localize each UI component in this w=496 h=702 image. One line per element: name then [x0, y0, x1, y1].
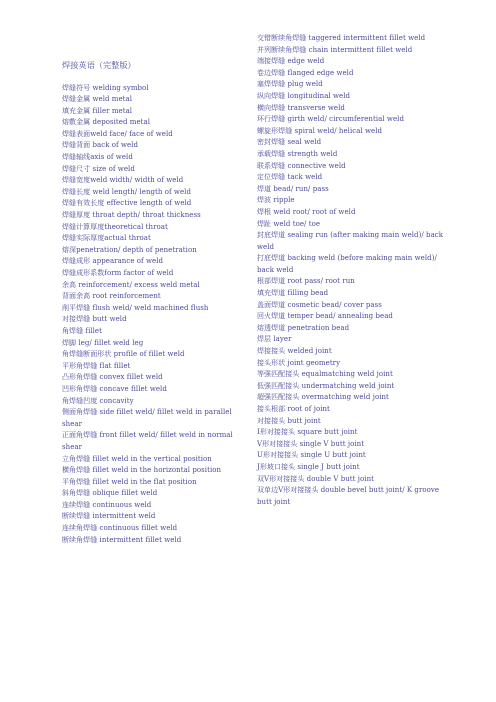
glossary-entry: 焊缝成形 appearance of weld	[62, 257, 164, 266]
glossary-entry: 焊根 weld root/ root of weld	[257, 207, 356, 216]
right-column	[257, 33, 453, 508]
glossary-entry: 焊缝成形系数form factor of weld	[62, 269, 174, 277]
glossary-entry: 焊缝长度 weld length/ length of weld	[62, 187, 191, 196]
glossary-entry: 根部焊道 root pass/ root run	[257, 277, 355, 286]
glossary-entry: 盖面焊道 cosmetic bead/ cover pass	[257, 300, 382, 309]
glossary-entry: 斜角焊缝 oblique fillet weld	[62, 489, 158, 498]
glossary-entry: 接头根部 root of joint	[257, 405, 330, 413]
glossary-entry: 焊缝厚度 throat depth/ throat thickness	[62, 211, 201, 220]
left-column	[62, 60, 252, 546]
glossary-entry: 双V形对接接头 double V butt joint	[257, 474, 374, 483]
glossary-entry: 余高 reinforcement/ excess weld metal	[62, 280, 200, 289]
glossary-entry: 定位焊缝 tack weld	[257, 173, 323, 182]
glossary-entry: 角焊缝 fillet	[62, 326, 102, 335]
glossary-entry: 焊趾 weld toe/ toe	[257, 219, 321, 228]
glossary-entry: 接头形状 joint geometry	[257, 358, 341, 367]
glossary-entry: 角焊缝断面形状 profile of fillet weld	[62, 350, 185, 359]
glossary-entry: 打底焊道 backing weld (before making main weld)/ back weld	[257, 254, 437, 274]
glossary-entry: 断续角焊缝 intermittent fillet weld	[62, 535, 182, 544]
glossary-entry: 熔深penetration/ depth of penetration	[62, 245, 197, 254]
glossary-entry: 焊缝符号 welding symbol	[62, 83, 149, 92]
glossary-entry: 焊缝尺寸 size of weld	[62, 164, 135, 173]
glossary-entry: 焊道 bead/ run/ pass	[257, 184, 329, 193]
glossary-entry: 焊缝金属 weld metal	[62, 95, 133, 104]
glossary-entry: 塞焊焊缝 plug weld	[257, 80, 323, 89]
glossary-entry: 横向焊缝 transverse weld	[257, 103, 345, 112]
glossary-entry: V形对接接头 single V butt joint	[257, 439, 365, 448]
glossary-entry: 连续角焊缝 continuous fillet weld	[62, 524, 178, 533]
glossary-entry: 焊缝表面weld face/ face of weld	[62, 129, 173, 138]
glossary-entry: 角焊缝凹度 concavity	[62, 396, 134, 405]
glossary-entry: 熔透焊道 penetration bead	[257, 323, 350, 332]
glossary-entry: 密封焊缝 seal weld	[257, 138, 322, 147]
glossary-entry: 削平焊缝 flush weld/ weld machined flush	[62, 303, 209, 312]
glossary-entry: 超强匹配接头 overmatching weld joint	[257, 393, 389, 402]
glossary-entry: I形对接接头 square butt joint	[257, 428, 358, 437]
glossary-entry: 回火焊道 temper bead/ annealing bead	[257, 312, 393, 321]
glossary-entry: 平角焊缝 fillet weld in the flat position	[62, 477, 197, 486]
glossary-entry: 对接接头 butt joint	[257, 416, 321, 425]
glossary-entry: 凹形角焊缝 concave fillet weld	[62, 384, 167, 393]
glossary-entry: 环行焊缝 girth weld/ circumferential weld	[257, 115, 404, 124]
glossary-entry: 断续焊缝 intermittent weld	[62, 512, 156, 521]
glossary-entry: J形坡口接头 single J butt joint	[257, 462, 360, 471]
glossary-entry: 填充金属 filler metal	[62, 106, 133, 115]
glossary-entry: 横角焊缝 fillet weld in the horizontal position	[62, 466, 222, 475]
glossary-entry: 承载焊缝 strength weld	[257, 149, 338, 158]
glossary-entry: 封底焊道 sealing run (after making main weld)/ back weld	[257, 231, 444, 251]
glossary-entry: 焊脚 leg/ fillet weld leg	[62, 338, 144, 347]
glossary-entry: 填充焊道 filling bead	[257, 289, 329, 298]
glossary-entry: 对接焊缝 butt weld	[62, 315, 127, 324]
glossary-entry: 凸形角焊缝 convex fillet weld	[62, 373, 163, 382]
glossary-entry: 立角焊缝 fillet weld in the vertical position	[62, 454, 212, 463]
glossary-entry: 侧面角焊缝 side fillet weld/ fillet weld in parallel shear	[62, 408, 232, 428]
glossary-entry: 焊缝轴线axis of weld	[62, 153, 133, 162]
glossary-entry: 卷边焊缝 flanged edge weld	[257, 68, 354, 77]
glossary-entry: 焊接接头 welded joint	[257, 347, 332, 356]
glossary-entry: 等强匹配接头 equalmatching weld joint	[257, 370, 393, 379]
document-title: 焊接英语（完整版）	[62, 60, 136, 70]
glossary-entry: 焊缝实际厚度actual throat	[62, 234, 151, 243]
glossary-entry: 连续焊缝 continuous weld	[62, 500, 152, 509]
glossary-entry: 联系焊缝 connective weld	[257, 161, 346, 170]
glossary-entry: 交错断续角焊缝 taggered intermittent fillet weld	[257, 34, 426, 42]
glossary-entry: 并列断续角焊缝 chain intermittent fillet weld	[257, 45, 413, 54]
glossary-entry: 熔敷金属 deposited metal	[62, 118, 151, 127]
glossary-entry: 背面余高 root reinforcement	[62, 292, 161, 301]
left-entry-list	[62, 83, 252, 547]
glossary-entry: 低强匹配接头 undermatching weld joint	[257, 381, 395, 390]
glossary-entry: 焊缝有效长度 effective length of weld	[62, 199, 192, 208]
glossary-entry: 端接焊缝 edge weld	[257, 57, 325, 66]
glossary-entry: 正面角焊缝 front fillet weld/ fillet weld in normal shear	[62, 431, 233, 451]
right-entry-list	[257, 33, 453, 508]
glossary-entry: 焊缝宽度weld width/ width of weld	[62, 176, 184, 185]
glossary-entry: 焊缝计算厚度theoretical throat	[62, 222, 168, 231]
glossary-entry: 双单边V形对接接头 double bevel butt joint/ K groove butt joint	[257, 486, 440, 506]
glossary-entry: 焊波 ripple	[257, 196, 295, 205]
glossary-entry: 平形角焊缝 flat fillet	[62, 361, 131, 370]
glossary-entry: 焊缝背面 back of weld	[62, 141, 139, 150]
glossary-entry: 螺旋形焊缝 spiral weld/ helical weld	[257, 126, 383, 135]
glossary-entry: U形对接接头 single U butt joint	[257, 451, 366, 460]
glossary-entry: 纵向焊缝 longitudinal weld	[257, 91, 351, 100]
glossary-entry: 焊层 layer	[257, 335, 292, 344]
